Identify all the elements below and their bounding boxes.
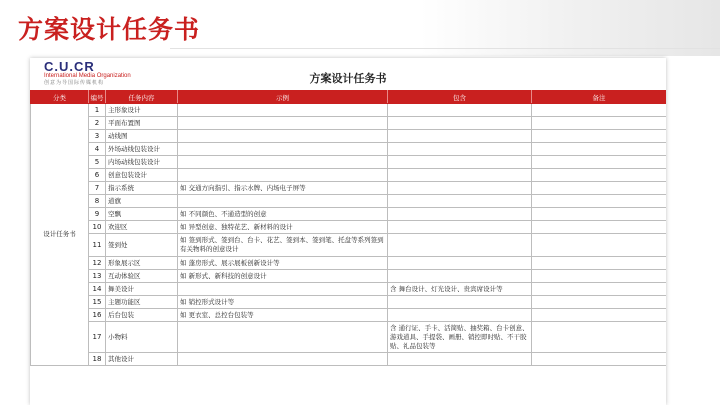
number-cell: 11	[89, 234, 106, 257]
table-row	[31, 309, 667, 322]
example-cell: 如 不同颜色、不通造型的创意	[178, 208, 388, 221]
table-header-row	[31, 91, 667, 104]
example-cell	[178, 353, 388, 366]
notes-cell	[532, 182, 667, 195]
number-cell: 13	[89, 270, 106, 283]
category-cell: 设计任务书	[31, 104, 89, 366]
example-cell	[178, 195, 388, 208]
notes-cell	[532, 296, 667, 309]
number-cell: 1	[89, 104, 106, 117]
table-row	[31, 353, 667, 366]
example-cell	[178, 283, 388, 296]
example-cell: 如 签到形式、签到台、台卡、花艺、签到本、签到笔、托盘等系列签到有关物料的创意设计	[178, 234, 388, 257]
number-cell: 9	[89, 208, 106, 221]
example-cell	[178, 104, 388, 117]
includes-cell	[388, 257, 532, 270]
notes-cell	[532, 234, 667, 257]
includes-cell	[388, 117, 532, 130]
number-cell: 14	[89, 283, 106, 296]
task-cell: 欢迎区	[106, 221, 178, 234]
logo-main-text: C.U.CR	[44, 59, 95, 74]
table-row	[31, 156, 667, 169]
includes-cell	[388, 156, 532, 169]
example-cell	[178, 156, 388, 169]
notes-cell	[532, 195, 667, 208]
task-cell: 道旗	[106, 195, 178, 208]
header-category: 分类	[31, 91, 89, 104]
task-cell: 内场动线包装设计	[106, 156, 178, 169]
document-title: 方案设计任务书	[309, 72, 387, 85]
example-cell	[178, 130, 388, 143]
table-row	[31, 322, 667, 353]
table-row	[31, 169, 667, 182]
includes-cell: 含 舞台设计、灯光设计、贵宾席设计等	[388, 283, 532, 296]
includes-cell	[388, 234, 532, 257]
task-cell: 形象展示区	[106, 257, 178, 270]
task-cell: 平面布置图	[106, 117, 178, 130]
header-notes: 备注	[532, 91, 667, 104]
header-divider	[170, 48, 720, 49]
table-row	[31, 143, 667, 156]
includes-cell	[388, 143, 532, 156]
task-cell: 动线图	[106, 130, 178, 143]
notes-cell	[532, 221, 667, 234]
example-cell	[178, 322, 388, 353]
notes-cell	[532, 309, 667, 322]
logo-chinese-text: 创意为导国际传媒机构	[44, 80, 105, 86]
notes-cell	[532, 156, 667, 169]
notes-cell	[532, 322, 667, 353]
notes-cell	[532, 169, 667, 182]
notes-cell	[532, 130, 667, 143]
number-cell: 4	[89, 143, 106, 156]
task-cell: 舞美设计	[106, 283, 178, 296]
notes-cell	[532, 117, 667, 130]
table-row	[31, 221, 667, 234]
includes-cell	[388, 104, 532, 117]
number-cell: 12	[89, 257, 106, 270]
example-cell	[178, 143, 388, 156]
includes-cell	[388, 353, 532, 366]
notes-cell	[532, 257, 667, 270]
notes-cell	[532, 353, 667, 366]
page-title: 方案设计任务书	[18, 15, 201, 44]
includes-cell	[388, 130, 532, 143]
task-cell: 后台包装	[106, 309, 178, 322]
task-cell: 指示系统	[106, 182, 178, 195]
task-cell: 签到处	[106, 234, 178, 257]
task-cell: 主题功能区	[106, 296, 178, 309]
header-task: 任务内容	[106, 91, 178, 104]
table-row	[31, 296, 667, 309]
includes-cell	[388, 208, 532, 221]
task-table	[30, 90, 666, 366]
notes-cell	[532, 270, 667, 283]
task-cell: 创意包装设计	[106, 169, 178, 182]
includes-cell	[388, 221, 532, 234]
example-cell	[178, 117, 388, 130]
task-cell: 互动体验区	[106, 270, 178, 283]
example-cell: 如 新形式、新科技的创意设计	[178, 270, 388, 283]
task-cell: 小物料	[106, 322, 178, 353]
table-row	[31, 234, 667, 257]
number-cell: 10	[89, 221, 106, 234]
example-cell: 如 更衣室、总控台包装等	[178, 309, 388, 322]
includes-cell	[388, 309, 532, 322]
number-cell: 3	[89, 130, 106, 143]
number-cell: 6	[89, 169, 106, 182]
number-cell: 17	[89, 322, 106, 353]
number-cell: 7	[89, 182, 106, 195]
table-row	[31, 270, 667, 283]
number-cell: 18	[89, 353, 106, 366]
number-cell: 15	[89, 296, 106, 309]
example-cell: 如 异型创意、独特花艺、新材料的设计	[178, 221, 388, 234]
header-includes: 包含	[388, 91, 532, 104]
table-row	[31, 117, 667, 130]
number-cell: 5	[89, 156, 106, 169]
task-cell: 主形象设计	[106, 104, 178, 117]
example-cell	[178, 169, 388, 182]
table-row	[31, 104, 667, 117]
includes-cell	[388, 182, 532, 195]
task-cell: 空飘	[106, 208, 178, 221]
task-cell: 外场动线包装设计	[106, 143, 178, 156]
header-number: 编号	[89, 91, 106, 104]
task-cell: 其他设计	[106, 353, 178, 366]
table-row	[31, 283, 667, 296]
logo-english-text: International Media Organization	[44, 73, 131, 79]
notes-cell	[532, 208, 667, 221]
includes-cell	[388, 270, 532, 283]
example-cell: 如 蓬房形式、展示展板创新设计等	[178, 257, 388, 270]
example-cell: 如 交通方向指引、指示水牌、内场电子屏等	[178, 182, 388, 195]
header-example: 示例	[178, 91, 388, 104]
document-sheet	[30, 58, 666, 405]
includes-cell	[388, 169, 532, 182]
table-row	[31, 257, 667, 270]
example-cell: 如 销控形式设计等	[178, 296, 388, 309]
includes-cell: 含 通行证、手卡、活简贴、抽奖箱、台卡创意、游戏道具、手提袋、画册、销控即时贴、不干胶贴、礼品包装等	[388, 322, 532, 353]
notes-cell	[532, 283, 667, 296]
includes-cell	[388, 296, 532, 309]
table-row	[31, 130, 667, 143]
includes-cell	[388, 195, 532, 208]
number-cell: 16	[89, 309, 106, 322]
table-row	[31, 195, 667, 208]
table-row	[31, 208, 667, 221]
notes-cell	[532, 143, 667, 156]
notes-cell	[532, 104, 667, 117]
table-row	[31, 182, 667, 195]
number-cell: 8	[89, 195, 106, 208]
number-cell: 2	[89, 117, 106, 130]
